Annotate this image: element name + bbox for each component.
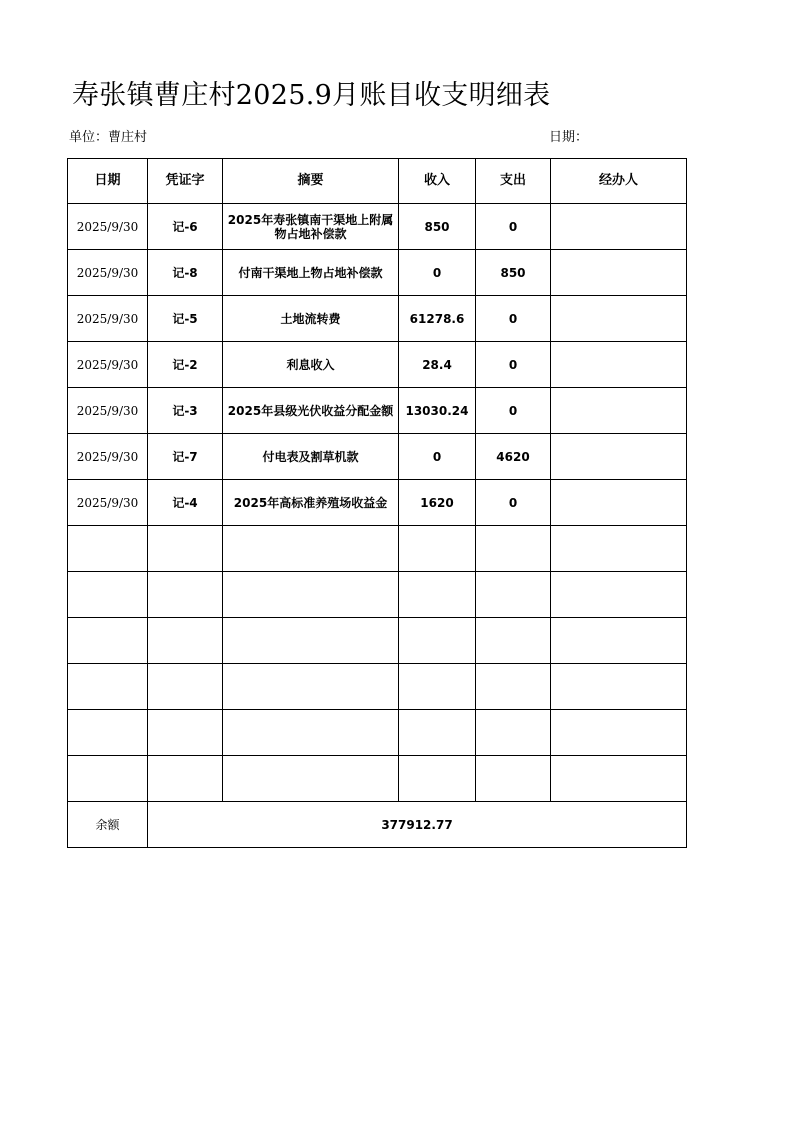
- cell-voucher: 记-5: [148, 296, 223, 342]
- column-header-date: 日期: [68, 159, 148, 204]
- table-row: [68, 618, 687, 664]
- table-row: [68, 204, 687, 250]
- cell-date: [68, 756, 148, 802]
- cell-date: [68, 618, 148, 664]
- cell-income: 61278.6: [399, 296, 476, 342]
- cell-summary: 利息收入: [223, 342, 399, 388]
- cell-summary: 土地流转费: [223, 296, 399, 342]
- page-title: 寿张镇曹庄村2025.9月账目收支明细表: [72, 80, 551, 111]
- cell-date: 2025/9/30: [68, 434, 148, 480]
- cell-date: [68, 710, 148, 756]
- cell-income: [399, 572, 476, 618]
- cell-handler: [551, 618, 687, 664]
- table-header-row: [68, 159, 687, 204]
- cell-summary: 2025年寿张镇南干渠地上附属物占地补偿款: [223, 204, 399, 250]
- cell-summary: [223, 710, 399, 756]
- cell-expense: [476, 756, 551, 802]
- cell-handler: [551, 434, 687, 480]
- balance-label: 余额: [68, 802, 148, 848]
- table-row: [68, 710, 687, 756]
- cell-date: 2025/9/30: [68, 342, 148, 388]
- cell-voucher: [148, 664, 223, 710]
- cell-expense: [476, 710, 551, 756]
- cell-date: [68, 526, 148, 572]
- cell-expense: 0: [476, 204, 551, 250]
- cell-date: 2025/9/30: [68, 204, 148, 250]
- cell-voucher: [148, 710, 223, 756]
- column-header-expense: 支出: [476, 159, 551, 204]
- cell-date: 2025/9/30: [68, 296, 148, 342]
- column-header-handler: 经办人: [551, 159, 687, 204]
- ledger-table: [67, 158, 687, 848]
- cell-voucher: 记-3: [148, 388, 223, 434]
- cell-date: 2025/9/30: [68, 388, 148, 434]
- cell-date: 2025/9/30: [68, 480, 148, 526]
- balance-row: [68, 802, 687, 848]
- cell-handler: [551, 250, 687, 296]
- cell-voucher: 记-8: [148, 250, 223, 296]
- cell-summary: 2025年县级光伏收益分配金额: [223, 388, 399, 434]
- table-row: [68, 296, 687, 342]
- cell-summary: 2025年高标准养殖场收益金: [223, 480, 399, 526]
- table-row: [68, 250, 687, 296]
- cell-voucher: 记-4: [148, 480, 223, 526]
- cell-date: [68, 664, 148, 710]
- table-row: [68, 434, 687, 480]
- cell-income: 1620: [399, 480, 476, 526]
- table-row: [68, 572, 687, 618]
- column-header-summary: 摘要: [223, 159, 399, 204]
- cell-handler: [551, 756, 687, 802]
- cell-handler: [551, 664, 687, 710]
- cell-voucher: 记-7: [148, 434, 223, 480]
- cell-income: [399, 710, 476, 756]
- column-header-income: 收入: [399, 159, 476, 204]
- table-row: [68, 342, 687, 388]
- cell-handler: [551, 388, 687, 434]
- cell-summary: 付电表及割草机款: [223, 434, 399, 480]
- cell-date: 2025/9/30: [68, 250, 148, 296]
- ledger-body: [68, 204, 687, 848]
- unit-label: 单位：曹庄村: [69, 130, 148, 145]
- cell-expense: [476, 526, 551, 572]
- cell-income: 28.4: [399, 342, 476, 388]
- cell-expense: 0: [476, 388, 551, 434]
- cell-expense: [476, 664, 551, 710]
- cell-voucher: [148, 756, 223, 802]
- cell-handler: [551, 526, 687, 572]
- cell-income: 13030.24: [399, 388, 476, 434]
- cell-voucher: 记-6: [148, 204, 223, 250]
- cell-handler: [551, 342, 687, 388]
- table-row: [68, 388, 687, 434]
- table-row: [68, 526, 687, 572]
- cell-income: [399, 526, 476, 572]
- table-row: [68, 480, 687, 526]
- cell-summary: [223, 664, 399, 710]
- date-label: 日期：: [549, 130, 589, 145]
- cell-expense: 0: [476, 342, 551, 388]
- cell-income: [399, 756, 476, 802]
- cell-expense: 4620: [476, 434, 551, 480]
- cell-expense: 0: [476, 296, 551, 342]
- cell-expense: [476, 572, 551, 618]
- cell-summary: [223, 526, 399, 572]
- cell-expense: 850: [476, 250, 551, 296]
- cell-expense: 0: [476, 480, 551, 526]
- table-row: [68, 664, 687, 710]
- cell-income: [399, 664, 476, 710]
- cell-summary: [223, 572, 399, 618]
- cell-income: [399, 618, 476, 664]
- cell-date: [68, 572, 148, 618]
- column-header-voucher: 凭证字: [148, 159, 223, 204]
- cell-summary: [223, 618, 399, 664]
- cell-voucher: [148, 572, 223, 618]
- cell-income: 0: [399, 250, 476, 296]
- cell-summary: 付南干渠地上物占地补偿款: [223, 250, 399, 296]
- cell-handler: [551, 710, 687, 756]
- cell-handler: [551, 296, 687, 342]
- cell-handler: [551, 572, 687, 618]
- cell-voucher: 记-2: [148, 342, 223, 388]
- table-row: [68, 756, 687, 802]
- cell-income: 0: [399, 434, 476, 480]
- cell-expense: [476, 618, 551, 664]
- cell-summary: [223, 756, 399, 802]
- cell-voucher: [148, 618, 223, 664]
- cell-handler: [551, 204, 687, 250]
- cell-voucher: [148, 526, 223, 572]
- cell-income: 850: [399, 204, 476, 250]
- cell-handler: [551, 480, 687, 526]
- balance-value: 377912.77: [148, 802, 687, 848]
